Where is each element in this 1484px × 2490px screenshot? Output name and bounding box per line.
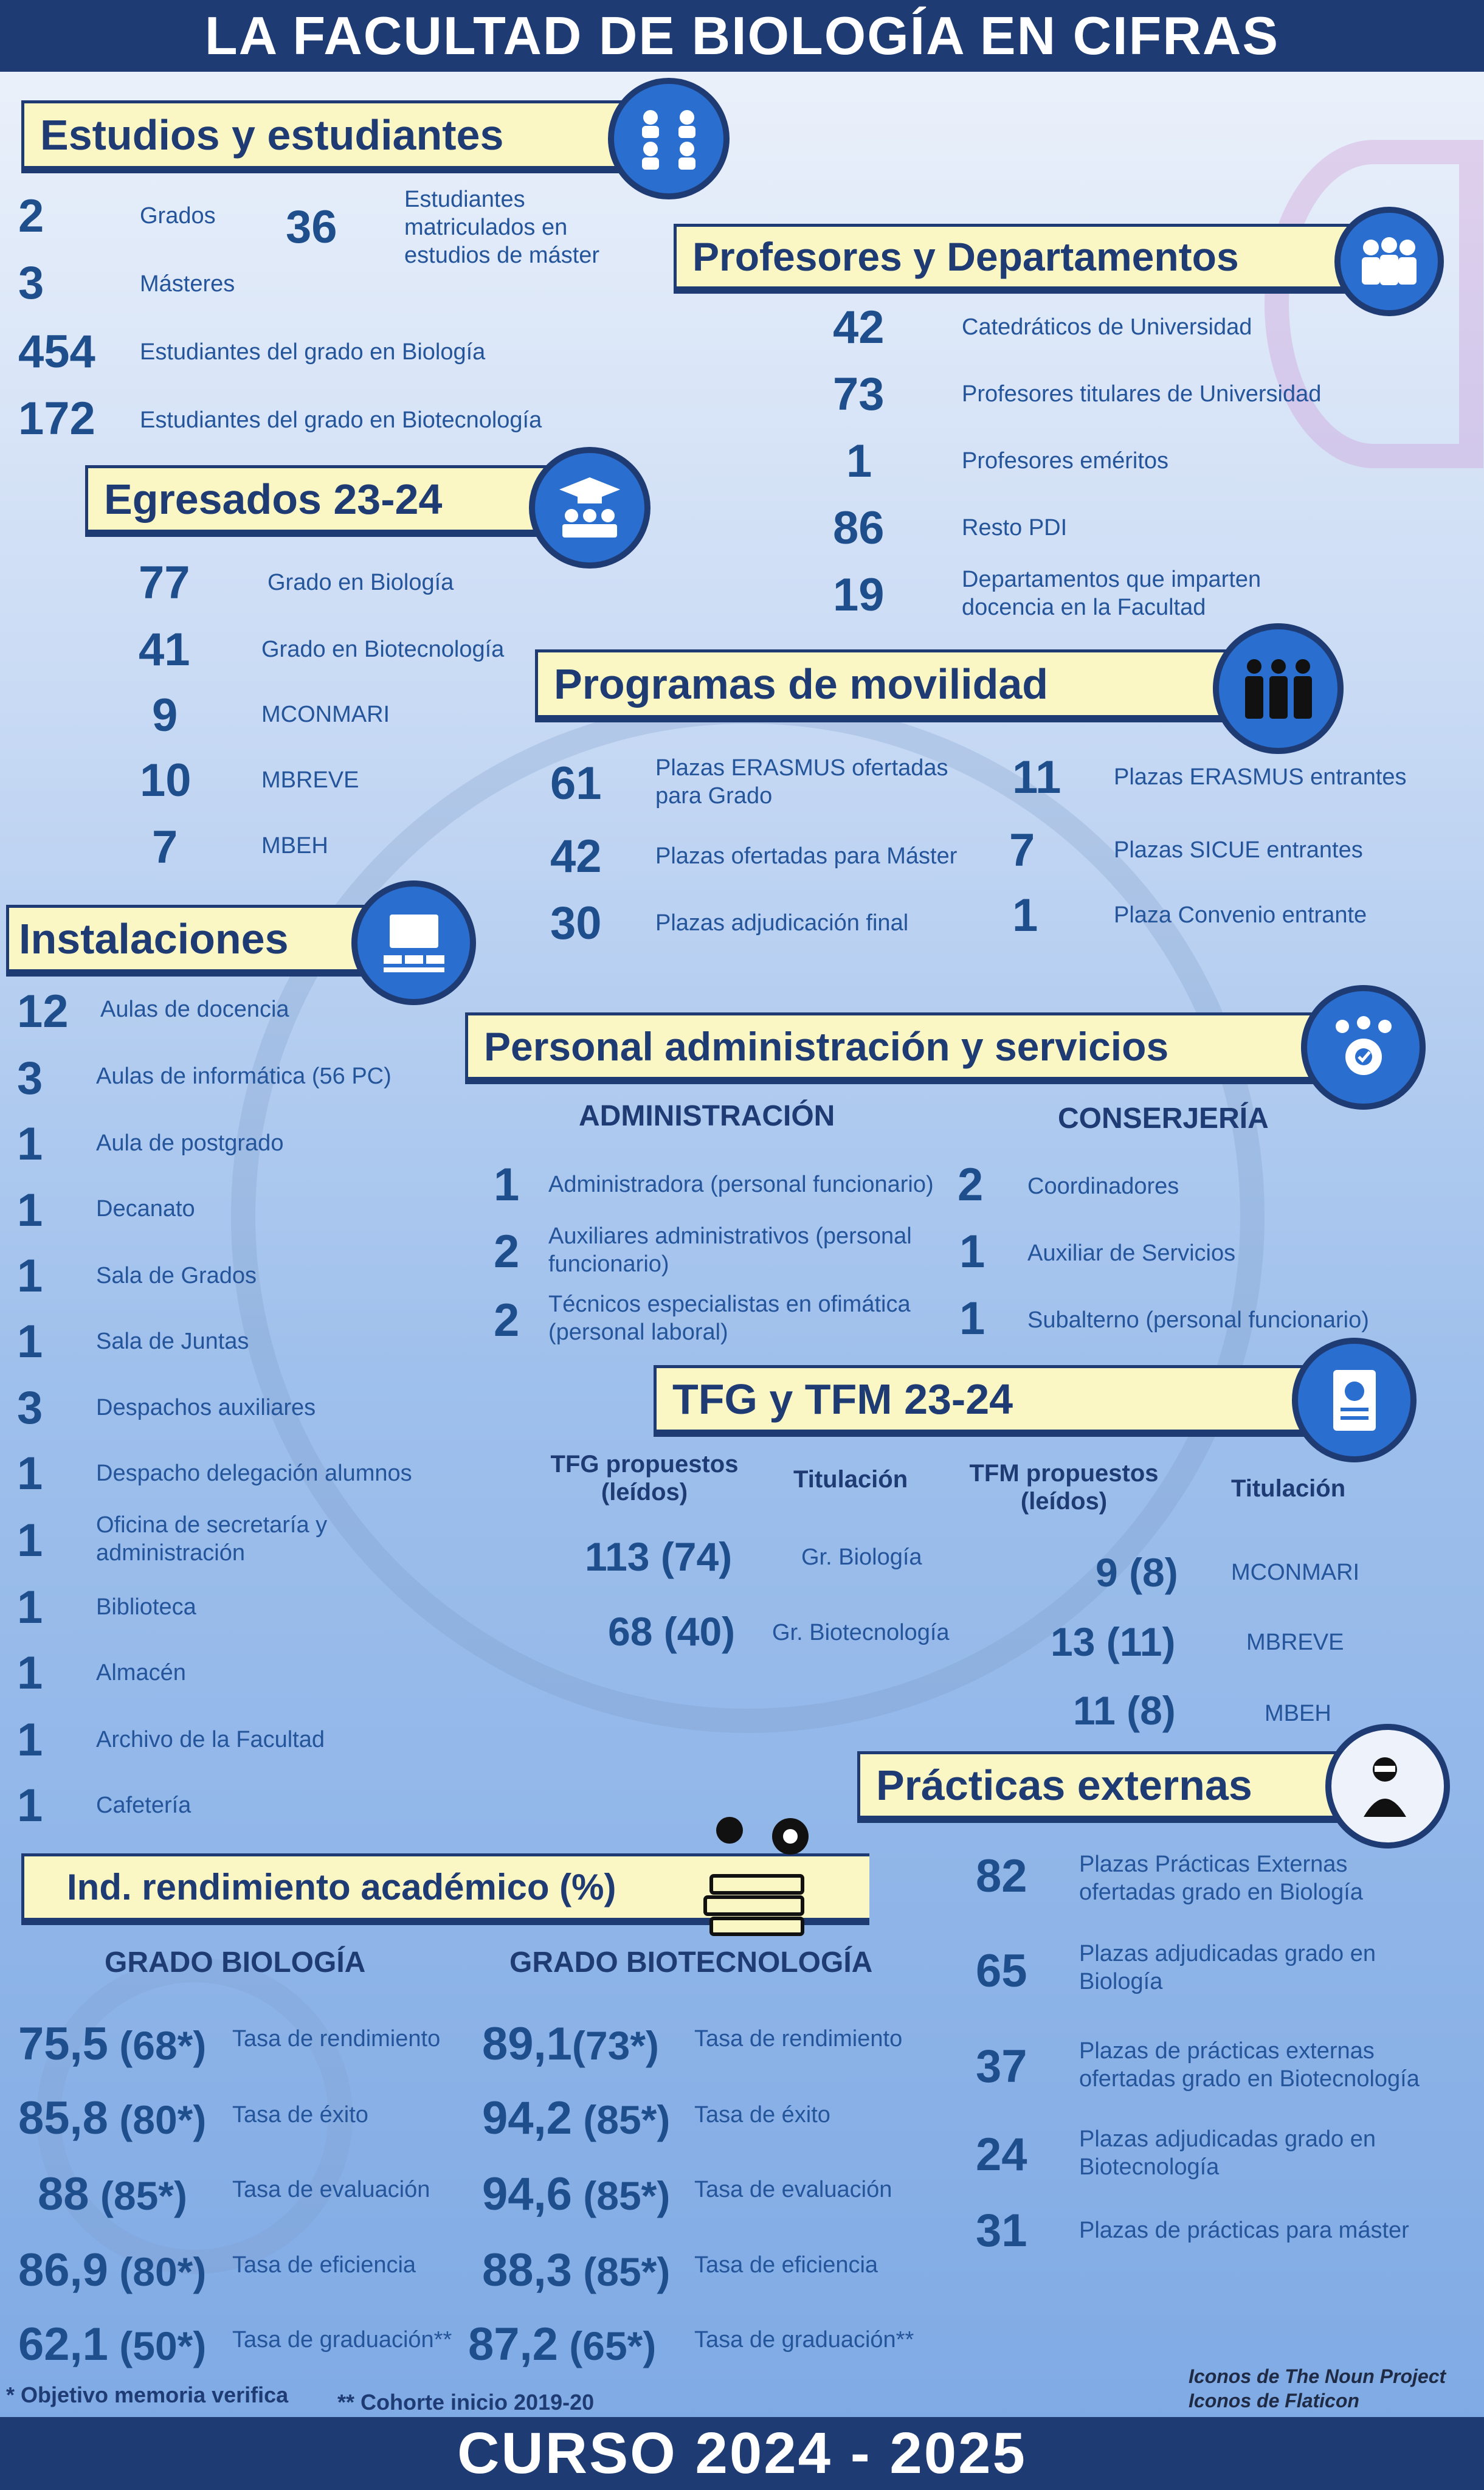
tfm-mbeh-value [1073,1687,1176,1734]
mov-erasmus-entrantes-label: Plazas ERASMUS entrantes [1114,764,1407,790]
personal-cons-3-label: Subalterno (personal funcionario) [1027,1307,1369,1333]
header-estudios-label: Estudios y estudiantes [40,111,504,159]
personal-cons-title: CONSERJERÍA [1058,1102,1269,1135]
rend-biotec-exito-value [482,2092,670,2145]
estudios-master-students-label: Estudiantes matriculados en estudios de máster [404,187,600,268]
estudios-masteres-label: Másteres [140,271,235,297]
inst-informatica-value: 3 [17,1053,43,1104]
estudios-master-students-value: 36 [286,201,337,253]
inst-delegacion-value: 1 [17,1448,43,1499]
tfm-mconmari-propuestos: 9 [1096,1550,1118,1595]
travelers-icon [1213,623,1344,754]
estudios-grados-label: Grados [140,203,216,229]
prac-master-label: Plazas de prácticas para máster [1079,2218,1409,2243]
prof-resto-label: Resto PDI [962,515,1068,541]
rend-bio-evaluacion-p: (85*) [100,2173,187,2218]
tfm-mbeh-leidos: (8) [1127,1688,1176,1733]
tfm-mbreve-titulacion: MBREVE [1246,1630,1344,1655]
egresados-mbeh-value: 7 [152,821,178,873]
tfg-bio-titulacion: Gr. Biología [801,1544,922,1570]
rend-biotec-evaluacion-n: 94,6 [482,2168,572,2220]
prof-titulares-value: 73 [833,368,885,420]
inst-secretaria-value: 1 [17,1515,43,1566]
icon-credits [1189,2364,1446,2413]
header-profesores [674,224,1373,294]
tfg-bio-value [585,1534,732,1580]
mov-sicue-label: Plazas SICUE entrantes [1114,837,1363,863]
inst-despachos-value: 3 [17,1382,43,1434]
rend-bio-graduacion-p: (50*) [119,2323,207,2368]
inst-cafeteria-label: Cafetería [96,1793,192,1818]
header-rendimiento-label: Ind. rendimiento académico (%) [67,1867,616,1907]
rend-biotec-graduacion-n: 87,2 [468,2319,558,2370]
prac-biotec-ofertadas-value: 37 [976,2041,1027,2092]
rend-bio-eficiencia-n: 86,9 [18,2244,108,2296]
estudios-masteres-value: 3 [18,257,44,309]
egresados-biotec-value: 41 [139,624,190,676]
tfg-biotec-value [608,1608,735,1655]
personal-admin-2-value: 2 [494,1226,520,1278]
personal-cons-3-value: 1 [959,1293,985,1344]
estudios-biotec-label: Estudiantes del grado en Biotecnología [140,407,542,433]
rend-biotec-rendimiento-n: 89,1 [482,2018,572,2070]
rend-biotec-evaluacion-value [482,2168,670,2221]
rend-bio-exito-value [18,2092,206,2145]
footer-bar [0,2417,1484,2490]
tfm-mbreve-value [1051,1619,1176,1665]
header-profesores-label: Profesores y Departamentos [692,234,1239,279]
estudios-bio-value: 454 [18,326,95,378]
tfm-mbeh-propuestos: 11 [1073,1688,1116,1733]
rend-bio-graduacion-n: 62,1 [18,2319,108,2370]
personal-cons-1-value: 2 [958,1159,984,1211]
header-movilidad [535,649,1240,722]
prof-catedraticos-label: Catedráticos de Universidad [962,314,1252,340]
inst-delegacion-label: Despacho delegación alumnos [96,1461,412,1486]
mov-erasmus-grado-value: 61 [550,758,602,809]
inst-sala-juntas-value: 1 [17,1316,43,1368]
rend-bio-graduacion-label: Tasa de graduación** [232,2327,452,2353]
prac-bio-ofertadas-value: 82 [976,1850,1027,1902]
rend-bio-exito-p: (80*) [119,2097,207,2142]
rend-bio-eficiencia-p: (80*) [119,2249,207,2294]
header-egresados-label: Egresados 23-24 [104,475,443,523]
inst-cafeteria-value: 1 [17,1780,43,1831]
rend-biotec-title: GRADO BIOTECNOLOGÍA [509,1946,873,1979]
scientist-icon [1325,1724,1450,1848]
personal-cons-2-value: 1 [959,1226,985,1278]
header-estudios [21,100,654,173]
title-bar [0,0,1484,72]
inst-decanato-label: Decanato [96,1196,195,1222]
header-personal-label: Personal administración y servicios [484,1023,1169,1069]
rend-biotec-rendimiento-value [482,2018,659,2070]
tfg-propuestos-head: TFG propuestos (leídos) [550,1451,739,1506]
tfg-bio-leidos: (74) [660,1534,733,1579]
prof-emeritos-label: Profesores eméritos [962,448,1169,474]
personal-cons-1-label: Coordinadores [1027,1174,1179,1199]
prof-catedraticos-value: 42 [833,302,885,353]
prof-emeritos-value: 1 [846,435,872,487]
estudios-biotec-value: 172 [18,393,95,444]
rend-bio-evaluacion-n: 88 [38,2168,89,2220]
tfm-mconmari-titulacion: MCONMARI [1231,1560,1360,1585]
rend-biotec-evaluacion-label: Tasa de evaluación [694,2177,892,2202]
header-personal [465,1012,1341,1084]
rend-biotec-exito-n: 94,2 [482,2092,572,2144]
inst-aulas-value: 12 [17,986,69,1037]
personal-admin-title: ADMINISTRACIÓN [579,1100,835,1132]
rend-bio-evaluacion-value [38,2168,187,2221]
tfm-mbeh-titulacion: MBEH [1265,1701,1331,1726]
header-instalaciones-label: Instalaciones [19,915,289,963]
prac-bio-adjudicadas-label: Plazas adjudicadas grado en Biología [1079,1941,1376,1994]
rend-bio-rendimiento-label: Tasa de rendimiento [232,2026,441,2052]
prac-biotec-adjudicadas-value: 24 [976,2129,1027,2180]
mov-convenio-value: 1 [1012,890,1038,941]
inst-sala-grados-label: Sala de Grados [96,1263,257,1288]
rend-bio-rendimiento-p: (68*) [119,2023,207,2068]
egresados-mbreve-value: 10 [140,755,192,806]
prac-biotec-ofertadas-label: Plazas de prácticas externas ofertadas grado en Biotecnología [1079,2038,1420,2092]
rend-biotec-graduacion-label: Tasa de graduación** [694,2327,914,2353]
tfm-mconmari-leidos: (8) [1129,1550,1178,1595]
mov-master-value: 42 [550,831,602,882]
mov-sicue-value: 7 [1009,825,1035,876]
rend-bio-eficiencia-value [18,2244,206,2297]
inst-postgrado-value: 1 [17,1118,43,1170]
performance-icon [687,1809,824,1937]
inst-informatica-label: Aulas de informática (56 PC) [96,1063,392,1089]
rend-bio-eficiencia-label: Tasa de eficiencia [232,2252,416,2278]
inst-sala-juntas-label: Sala de Juntas [96,1329,249,1354]
inst-almacen-label: Almacén [96,1660,186,1686]
estudios-grados-value: 2 [18,190,44,242]
graduates-icon [529,447,651,569]
inst-biblioteca-label: Biblioteca [96,1594,196,1620]
mov-erasmus-entrantes-value: 11 [1012,752,1061,803]
prac-biotec-adjudicadas-label: Plazas adjudicadas grado en Biotecnología [1079,2126,1376,2180]
header-practicas [857,1751,1362,1823]
egresados-bio-value: 77 [139,557,190,609]
mov-master-label: Plazas ofertadas para Máster [655,843,958,869]
rend-biotec-graduacion-value [468,2318,656,2371]
personal-admin-2-label: Auxiliares administrativos (personal funcionario) [548,1223,912,1277]
rend-biotec-eficiencia-label: Tasa de eficiencia [694,2252,878,2278]
credit-noun-project: Iconos de The Noun Project [1189,2365,1446,2387]
prof-titulares-label: Profesores titulares de Universidad [962,381,1322,407]
rend-note-cohorte: ** Cohorte inicio 2019-20 [337,2390,595,2415]
rend-biotec-eficiencia-value [482,2244,670,2297]
egresados-mconmari-label: MCONMARI [261,702,390,727]
inst-archivo-value: 1 [17,1714,43,1766]
rend-biotec-eficiencia-p: (85*) [583,2249,671,2294]
egresados-mbreve-label: MBREVE [261,767,359,793]
prac-bio-adjudicadas-value: 65 [976,1945,1027,1997]
tfm-mconmari-value [1096,1549,1178,1596]
rend-bio-exito-n: 85,8 [18,2092,108,2144]
rend-bio-exito-label: Tasa de éxito [232,2102,368,2128]
page-title: LA FACULTAD DE BIOLOGÍA EN CIFRAS [204,5,1280,66]
mov-adjudicacion-label: Plazas adjudicación final [655,910,909,936]
tfg-titulacion-head: Titulación [793,1466,908,1493]
mov-convenio-label: Plaza Convenio entrante [1114,902,1367,928]
inst-secretaria-label: Oficina de secretaría y administración [96,1512,328,1566]
egresados-bio-label: Grado en Biología [267,570,454,595]
rend-bio-rendimiento-value [18,2018,206,2070]
prac-bio-ofertadas-label: Plazas Prácticas Externas ofertadas grado en Biología [1079,1852,1363,1905]
rend-bio-title: GRADO BIOLOGÍA [105,1946,366,1979]
classroom-icon [351,880,476,1005]
inst-sala-grados-value: 1 [17,1250,43,1302]
inst-aulas-label: Aulas de docencia [100,997,289,1022]
inst-archivo-label: Archivo de la Facultad [96,1727,325,1752]
inst-despachos-label: Despachos auxiliares [96,1395,316,1420]
personal-admin-1-label: Administradora (personal funcionario) [548,1172,934,1197]
rend-bio-graduacion-value [18,2318,206,2371]
tfm-mbreve-leidos: (11) [1106,1619,1176,1664]
personal-admin-1-value: 1 [494,1159,520,1211]
tfg-biotec-propuestos: 68 [608,1609,653,1654]
rend-biotec-rendimiento-label: Tasa de rendimiento [694,2026,903,2052]
egresados-biotec-label: Grado en Biotecnología [261,637,505,662]
prof-departamentos-label: Departamentos que imparten docencia en la Facultad [962,567,1261,620]
tfg-bio-propuestos: 113 [585,1534,650,1579]
tfg-biotec-leidos: (40) [663,1609,736,1654]
course-label: CURSO 2024 - 2025 [457,2421,1027,2486]
inst-decanato-value: 1 [17,1184,43,1236]
prof-resto-value: 86 [833,502,885,554]
personal-cons-2-label: Auxiliar de Servicios [1027,1240,1236,1266]
header-practicas-label: Prácticas externas [876,1761,1252,1809]
rend-biotec-exito-p: (85*) [583,2097,671,2142]
inst-postgrado-label: Aula de postgrado [96,1130,284,1156]
tfm-mbreve-propuestos: 13 [1051,1619,1096,1664]
header-tfg [654,1365,1353,1437]
rend-biotec-exito-label: Tasa de éxito [694,2102,830,2128]
rend-note-objetivo: * Objetivo memoria verifica [6,2382,289,2407]
tfm-titulacion-head: Titulación [1231,1475,1346,1502]
rend-biotec-graduacion-p: (65*) [569,2323,657,2368]
egresados-mconmari-value: 9 [152,690,178,741]
inst-biblioteca-value: 1 [17,1582,43,1633]
header-tfg-label: TFG y TFM 23-24 [672,1375,1013,1423]
rend-bio-evaluacion-label: Tasa de evaluación [232,2177,430,2202]
rend-biotec-rendimiento-p: (73*) [571,2023,659,2068]
personal-admin-3-label: Técnicos especialistas en ofimática (personal laboral) [548,1292,911,1345]
inst-almacen-value: 1 [17,1647,43,1699]
estudios-bio-label: Estudiantes del grado en Biología [140,339,486,365]
mov-adjudicacion-value: 30 [550,897,602,949]
egresados-mbeh-label: MBEH [261,833,328,859]
prof-departamentos-value: 19 [833,569,885,621]
rend-bio-rendimiento-n: 75,5 [18,2018,108,2070]
tfg-biotec-titulacion: Gr. Biotecnología [772,1620,950,1645]
mov-erasmus-grado-label: Plazas ERASMUS ofertadas para Grado [655,755,948,809]
header-movilidad-label: Programas de movilidad [554,660,1049,708]
rend-biotec-eficiencia-n: 88,3 [482,2244,572,2296]
teachers-icon [1334,207,1444,316]
documents-icon [1292,1338,1417,1462]
students-icon [608,78,730,199]
staff-gear-icon [1301,985,1426,1110]
rend-biotec-evaluacion-p: (85*) [583,2173,671,2218]
personal-admin-3-value: 2 [494,1295,520,1346]
tfm-propuestos-head: TFM propuestos (leídos) [969,1460,1159,1515]
prac-master-value: 31 [976,2205,1027,2257]
credit-flaticon: Iconos de Flaticon [1189,2390,1359,2412]
